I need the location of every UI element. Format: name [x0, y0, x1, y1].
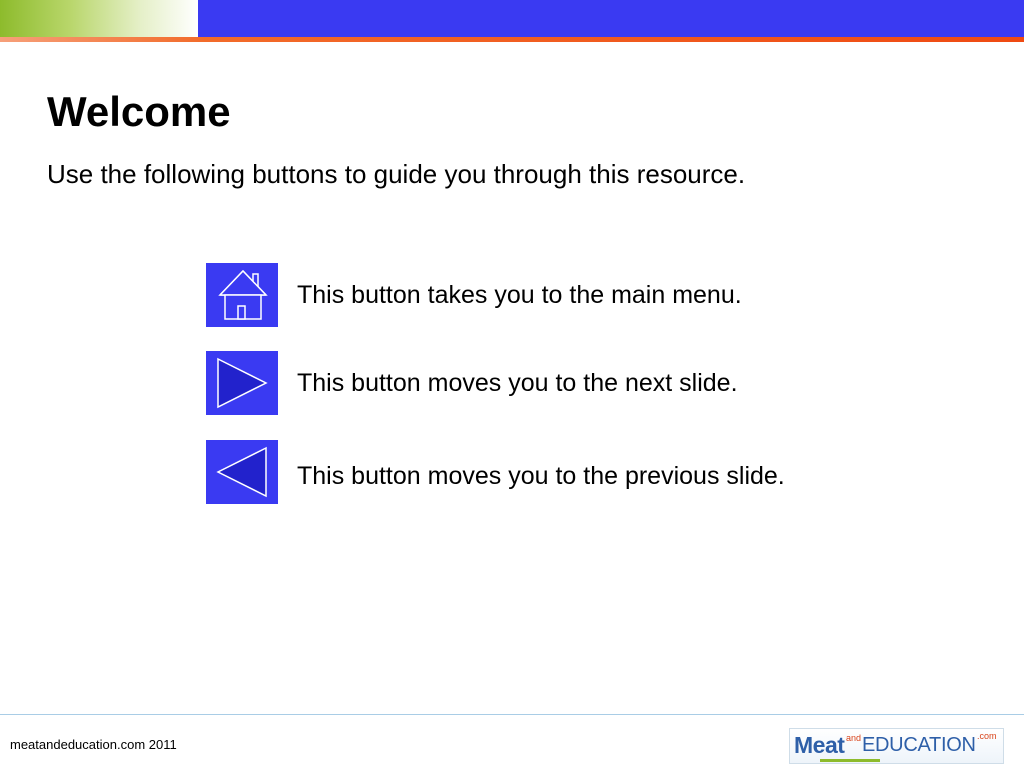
next-button-description: This button moves you to the next slide. — [297, 369, 738, 397]
logo-underline — [820, 759, 880, 762]
home-icon — [206, 263, 278, 327]
logo-education-text: EDUCATION — [862, 734, 976, 756]
previous-button-description: This button moves you to the previous slide. — [297, 462, 785, 490]
previous-button[interactable] — [206, 440, 278, 504]
logo-com-text: .com — [977, 731, 997, 741]
footer-copyright: meatandeducation.com 2011 — [10, 737, 177, 752]
legend-row-home — [206, 263, 906, 327]
page-subtitle: Use the following buttons to guide you through this resource. — [47, 159, 746, 189]
top-banner-bar — [198, 0, 1024, 37]
logo-meat-text: Meat — [794, 732, 845, 758]
logo-and-text: and — [846, 733, 862, 743]
home-button-description: This button takes you to the main menu. — [297, 281, 742, 309]
home-button[interactable] — [206, 263, 278, 327]
top-banner-gradient — [0, 0, 198, 37]
next-button[interactable] — [206, 351, 278, 415]
meat-and-education-logo — [789, 728, 1004, 764]
page-title: Welcome — [47, 88, 231, 135]
top-banner-stripe — [0, 37, 1024, 42]
footer-divider — [0, 714, 1024, 715]
next-arrow-icon — [206, 351, 278, 415]
legend-row-previous — [206, 440, 906, 504]
previous-arrow-icon — [206, 440, 278, 504]
legend-row-next — [206, 351, 906, 415]
